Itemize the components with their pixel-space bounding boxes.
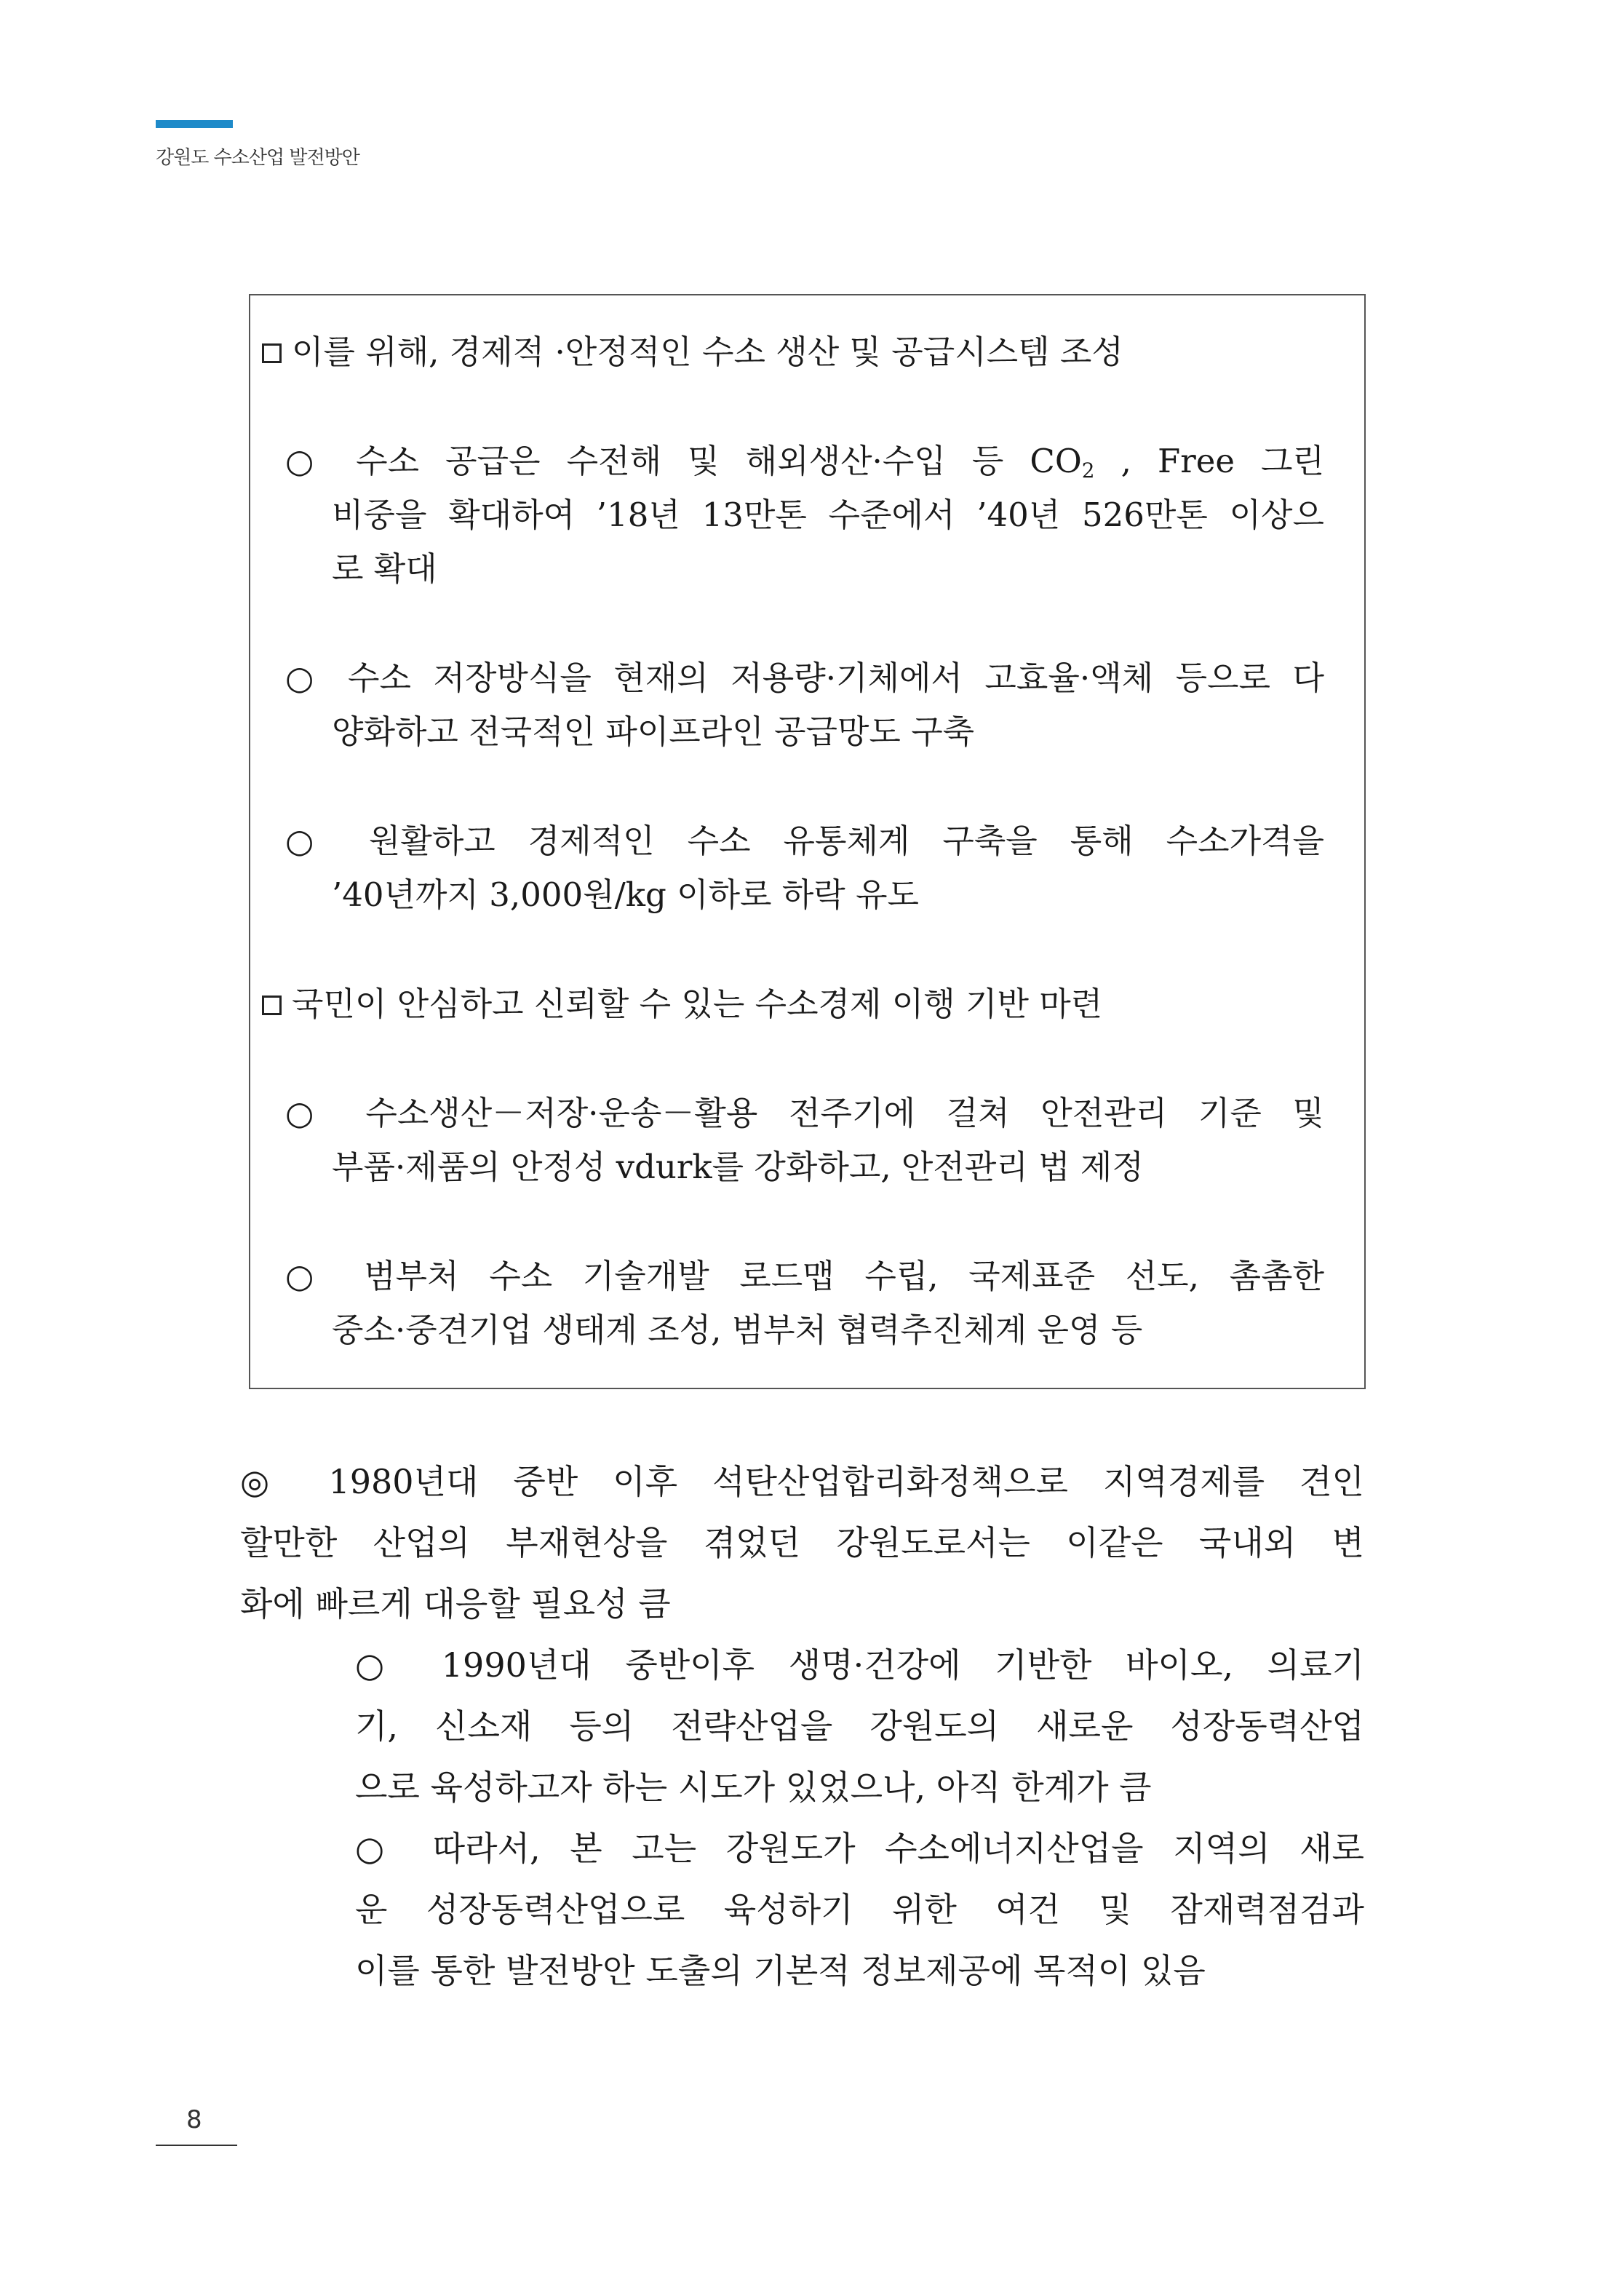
body-main-line3: 화에 빠르게 대응할 필요성 큼 bbox=[240, 1584, 671, 1624]
body-sub2-line2: 운 성장동력산업으로 육성하기 위한 여건 및 잠재력점검과 bbox=[355, 1890, 1364, 1929]
section1-item1-line1 bbox=[285, 440, 1324, 493]
section2-heading bbox=[262, 982, 1102, 1026]
page-number: 8 bbox=[186, 2105, 202, 2134]
section1-heading bbox=[262, 330, 1123, 374]
section1-item1-line3: 로 확대 bbox=[332, 549, 437, 588]
body-main-line2: 할만한 산업의 부재현상을 겪었던 강원도로서는 이같은 국내외 변 bbox=[240, 1523, 1364, 1562]
body-sub2-line3: 이를 통한 발전방안 도출의 기본적 정보제공에 목적이 있음 bbox=[355, 1951, 1206, 1990]
section1-item2-line1: ○ 수소 저장방식을 현재의 저용량·기체에서 고효율·액체 등으로 다 bbox=[285, 659, 1324, 697]
body-main-line1: ◎ 1980년대 중반 이후 석탄산업합리화정책으로 지역경제를 견인 bbox=[240, 1462, 1364, 1501]
section2-heading-text: 국민이 안심하고 신뢰할 수 있는 수소경제 이행 기반 마련 bbox=[292, 985, 1103, 1023]
section1-item2-line2: 양화하고 전국적인 파이프라인 공급망도 구축 bbox=[332, 712, 975, 751]
section1-item1-line2: 비중을 확대하여 ’18년 13만톤 수준에서 ’40년 526만톤 이상으 bbox=[332, 496, 1324, 534]
body-sub1-line1: ○ 1990년대 중반이후 생명·건강에 기반한 바이오, 의료기 bbox=[355, 1645, 1364, 1685]
summary-box bbox=[249, 294, 1366, 1389]
page-number-rule bbox=[156, 2145, 237, 2146]
section1-item3-line1: ○ 원활하고 경제적인 수소 유통체계 구축을 통해 수소가격을 bbox=[285, 822, 1324, 860]
body-sub1-line3: 으로 육성하고자 하는 시도가 있었으나, 아직 한계가 큼 bbox=[355, 1768, 1152, 1807]
header-accent-bar bbox=[156, 120, 233, 128]
section2-item1-line2: 부품·제품의 안정성 vdurk를 강화하고, 안전관리 법 제정 bbox=[332, 1148, 1144, 1186]
section2-item2-line2: 중소·중견기업 생태계 조성, 범부처 협력추진체계 운영 등 bbox=[332, 1311, 1143, 1349]
checkbox-square-icon bbox=[262, 996, 282, 1015]
body-sub1-line2: 기, 신소재 등의 전략산업을 강원도의 새로운 성장동력산업 bbox=[355, 1706, 1364, 1746]
section2-item2-line1: ○ 범부처 수소 기술개발 로드맵 수립, 국제표준 선도, 촘촘한 bbox=[285, 1257, 1324, 1295]
item1-line1-tail: , Free 그린 bbox=[1094, 442, 1324, 480]
item1-line1-text: ○ 수소 공급은 수전해 및 해외생산·수입 등 CO bbox=[285, 442, 1082, 480]
section1-heading-text: 이를 위해, 경제적 ·안정적인 수소 생산 및 공급시스템 조성 bbox=[292, 333, 1123, 371]
running-header-title: 강원도 수소산업 발전방안 bbox=[156, 147, 359, 169]
co2-subscript: 2 bbox=[1081, 458, 1095, 482]
body-sub2-line1: ○ 따라서, 본 고는 강원도가 수소에너지산업을 지역의 새로 bbox=[355, 1829, 1364, 1868]
checkbox-square-icon bbox=[262, 343, 282, 363]
section2-item1-line1: ○ 수소생산－저장·운송－활용 전주기에 걸쳐 안전관리 기준 및 bbox=[285, 1094, 1324, 1132]
section1-item3-line2: ’40년까지 3,000원/kg 이하로 하락 유도 bbox=[332, 875, 920, 914]
